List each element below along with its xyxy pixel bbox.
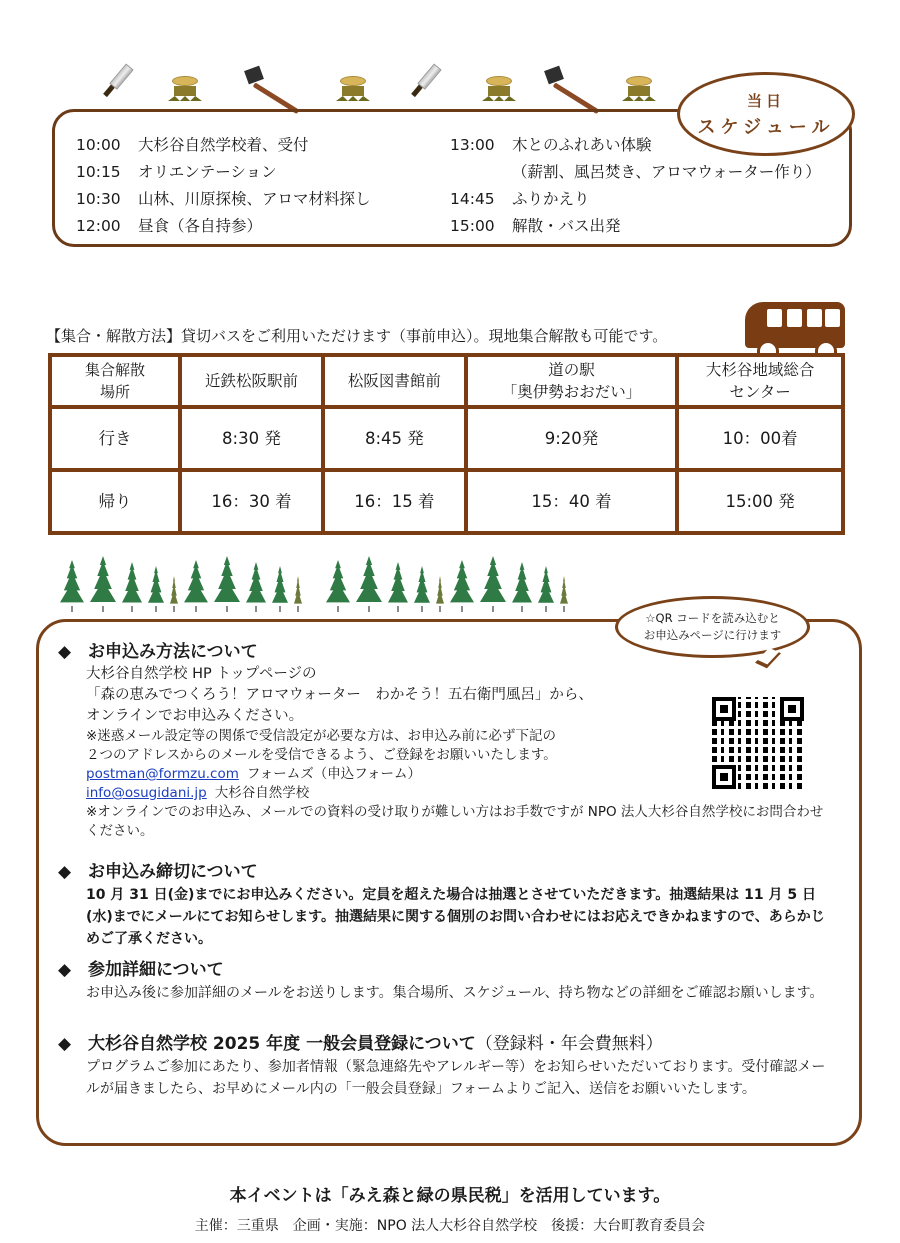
schedule-activity: （薪割、風呂焚き、アロマウォーター作り） <box>512 163 821 181</box>
saw-icon <box>408 63 441 100</box>
schedule-activity: 木とのふれあい体験 <box>512 136 652 154</box>
section-heading: ◆ 大杉谷自然学校 2025 年度 一般会員登録について （登録料・年会費無料） <box>58 1034 663 1054</box>
schedule-activity: オリエンテーション <box>138 163 277 181</box>
schedule-activity: 解散・バス出発 <box>512 217 621 235</box>
schedule-time: 10:15 <box>76 163 121 181</box>
table-cell: 15:00 発 <box>677 470 843 533</box>
schedule-item <box>450 159 821 186</box>
tree-icon <box>246 562 266 612</box>
schedule-right-column <box>450 132 821 240</box>
schedule-time: 13:00 <box>450 136 495 154</box>
schedule-item <box>450 132 821 159</box>
tree-row-decoration <box>60 560 574 612</box>
stump-icon <box>168 76 202 102</box>
schedule-badge-line1: 当日 <box>746 91 785 110</box>
tree-icon <box>148 566 164 612</box>
tree-icon <box>414 566 430 612</box>
diamond-bullet-icon: ◆ <box>58 960 72 980</box>
table-cell: 16：30 着 <box>180 470 323 533</box>
transport-note: 【集合・解散方法】貸切バスをご利用いただけます（事前申込）。現地集合解散も可能です。 <box>46 327 668 345</box>
header-cell: 大杉谷地域総合 センター <box>677 355 843 407</box>
section-deadline <box>58 860 828 950</box>
tree-icon <box>356 556 382 612</box>
email-line: info@osugidani.jp 大杉谷自然学校 <box>86 785 310 801</box>
schedule-item <box>76 159 371 186</box>
table-header-row <box>50 355 843 407</box>
tree-icon <box>60 560 84 612</box>
section-heading: ◆ お申込み方法について <box>58 642 258 662</box>
schedule-left-column <box>76 132 371 240</box>
section-apply <box>58 640 826 841</box>
tree-icon <box>294 576 302 612</box>
section-details <box>58 958 828 1004</box>
footer-organizers: 主催：三重県 企画・実施：NPO 法人大杉谷自然学校 後援：大台町教育委員会 <box>194 1218 706 1234</box>
details-text: お申込み後に参加詳細のメールをお送りします。集合場所、スケジュール、持ち物などの詳細をご確認お願いします。 <box>86 985 824 1001</box>
tree-icon <box>214 556 240 612</box>
section-heading: ◆ お申込み締切について <box>58 862 258 882</box>
tree-icon <box>450 560 474 612</box>
apply-note: ※迷惑メール設定等の関係で受信設定が必要な方は、お申込み前に必ず下記の <box>86 728 557 744</box>
schedule-activity: 山林、川原探検、アロマ材料探し <box>138 190 371 208</box>
apply-note: ２つのアドレスからのメールを受信できるよう、ご登録をお願いいたします。 <box>86 747 557 763</box>
tree-icon <box>184 560 208 612</box>
schedule-activity: ふりかえり <box>512 190 590 208</box>
apply-note: ※オンラインでのお申込み、メールでの資料の受け取りが難しい方はお手数ですが NPO 法人大杉谷自然学校にお問合わせください。 <box>86 804 824 839</box>
schedule-activity: 昼食（各自持参） <box>138 217 263 235</box>
row-label: 帰り <box>50 470 180 533</box>
email-link-formzu[interactable]: postman@formzu.com <box>86 766 239 782</box>
saw-icon <box>100 63 133 100</box>
schedule-item <box>76 213 371 240</box>
bus-icon <box>745 302 845 354</box>
row-label: 行き <box>50 407 180 470</box>
table-row <box>50 407 843 470</box>
tree-icon <box>90 556 116 612</box>
tree-icon <box>436 576 444 612</box>
email-line: postman@formzu.com フォームズ（申込フォーム） <box>86 766 422 782</box>
schedule-item <box>450 186 821 213</box>
schedule-time <box>450 159 512 186</box>
deadline-text: 10 月 31 日(金)までにお申込みください。定員を超えた場合は抽選とさせていただきます。抽選結果は 11 月 5 日(水)までにメールにてお知らせします。抽選結果に関する個別のお問い合わせにはお応えできかねますので、あらかじめご了承ください。 <box>86 887 825 947</box>
table-cell: 15：40 着 <box>466 470 677 533</box>
axe-icon <box>244 66 304 106</box>
membership-text: プログラムご参加にあたり、参加者情報（緊急連絡先やアレルギー等）をお知らせいただいております。受付確認メールが届きましたら、お早めにメール内の「一般会員登録」フォームよりご記入、送信をお願いいたします。 <box>86 1059 826 1097</box>
qr-speech-bubble <box>615 596 810 658</box>
stump-icon <box>482 76 516 102</box>
tree-icon <box>388 562 408 612</box>
qr-bubble-line1: ☆QR コードを読み込むと <box>645 611 780 625</box>
table-cell: 8:30 発 <box>180 407 323 470</box>
section-heading: ◆ 参加詳細について <box>58 960 224 980</box>
table-cell: 9:20発 <box>466 407 677 470</box>
diamond-bullet-icon: ◆ <box>58 862 72 882</box>
header-cell: 近鉄松阪駅前 <box>180 355 323 407</box>
header-cell: 道の駅 「奥伊勢おおだい」 <box>466 355 677 407</box>
stump-icon <box>622 76 656 102</box>
email-link-osugidani[interactable]: info@osugidani.jp <box>86 785 207 801</box>
schedule-item <box>76 186 371 213</box>
header-cell: 松阪図書館前 <box>323 355 466 407</box>
schedule-time: 10:30 <box>76 190 121 208</box>
tree-icon <box>326 560 350 612</box>
bus-timetable <box>48 353 845 535</box>
table-cell: 8:45 発 <box>323 407 466 470</box>
table-cell: 10：00着 <box>677 407 843 470</box>
schedule-time: 14:45 <box>450 190 495 208</box>
schedule-item <box>76 132 371 159</box>
tree-icon <box>560 576 568 612</box>
schedule-time: 12:00 <box>76 217 121 235</box>
tree-icon <box>122 562 142 612</box>
qr-bubble-line2: お申込みページに行けます <box>643 628 782 642</box>
apply-text: オンラインでお申込みください。 <box>86 708 304 724</box>
diamond-bullet-icon: ◆ <box>58 642 72 662</box>
tree-icon <box>272 566 288 612</box>
table-row <box>50 470 843 533</box>
tree-icon <box>480 556 506 612</box>
schedule-badge-line2: スケジュール <box>697 116 835 138</box>
schedule-item <box>450 213 821 240</box>
section-membership <box>58 1032 828 1100</box>
schedule-time: 10:00 <box>76 136 121 154</box>
apply-text: 大杉谷自然学校 HP トップページの <box>86 666 317 682</box>
tree-icon <box>512 562 532 612</box>
diamond-bullet-icon: ◆ <box>58 1034 72 1054</box>
stump-icon <box>336 76 370 102</box>
axe-icon <box>544 66 604 106</box>
table-cell: 16：15 着 <box>323 470 466 533</box>
apply-text: 「森の恵みでつくろう！アロマウォーター わかそう！五右衛門風呂」から、 <box>86 687 593 703</box>
tree-icon <box>538 566 554 612</box>
schedule-activity: 大杉谷自然学校着、受付 <box>138 136 309 154</box>
schedule-time: 15:00 <box>450 217 495 235</box>
footer-tax-notice: 本イベントは「みえ森と緑の県民税」を活用しています。 <box>229 1186 671 1206</box>
tree-icon <box>170 576 178 612</box>
header-cell: 集合解散 場所 <box>50 355 180 407</box>
